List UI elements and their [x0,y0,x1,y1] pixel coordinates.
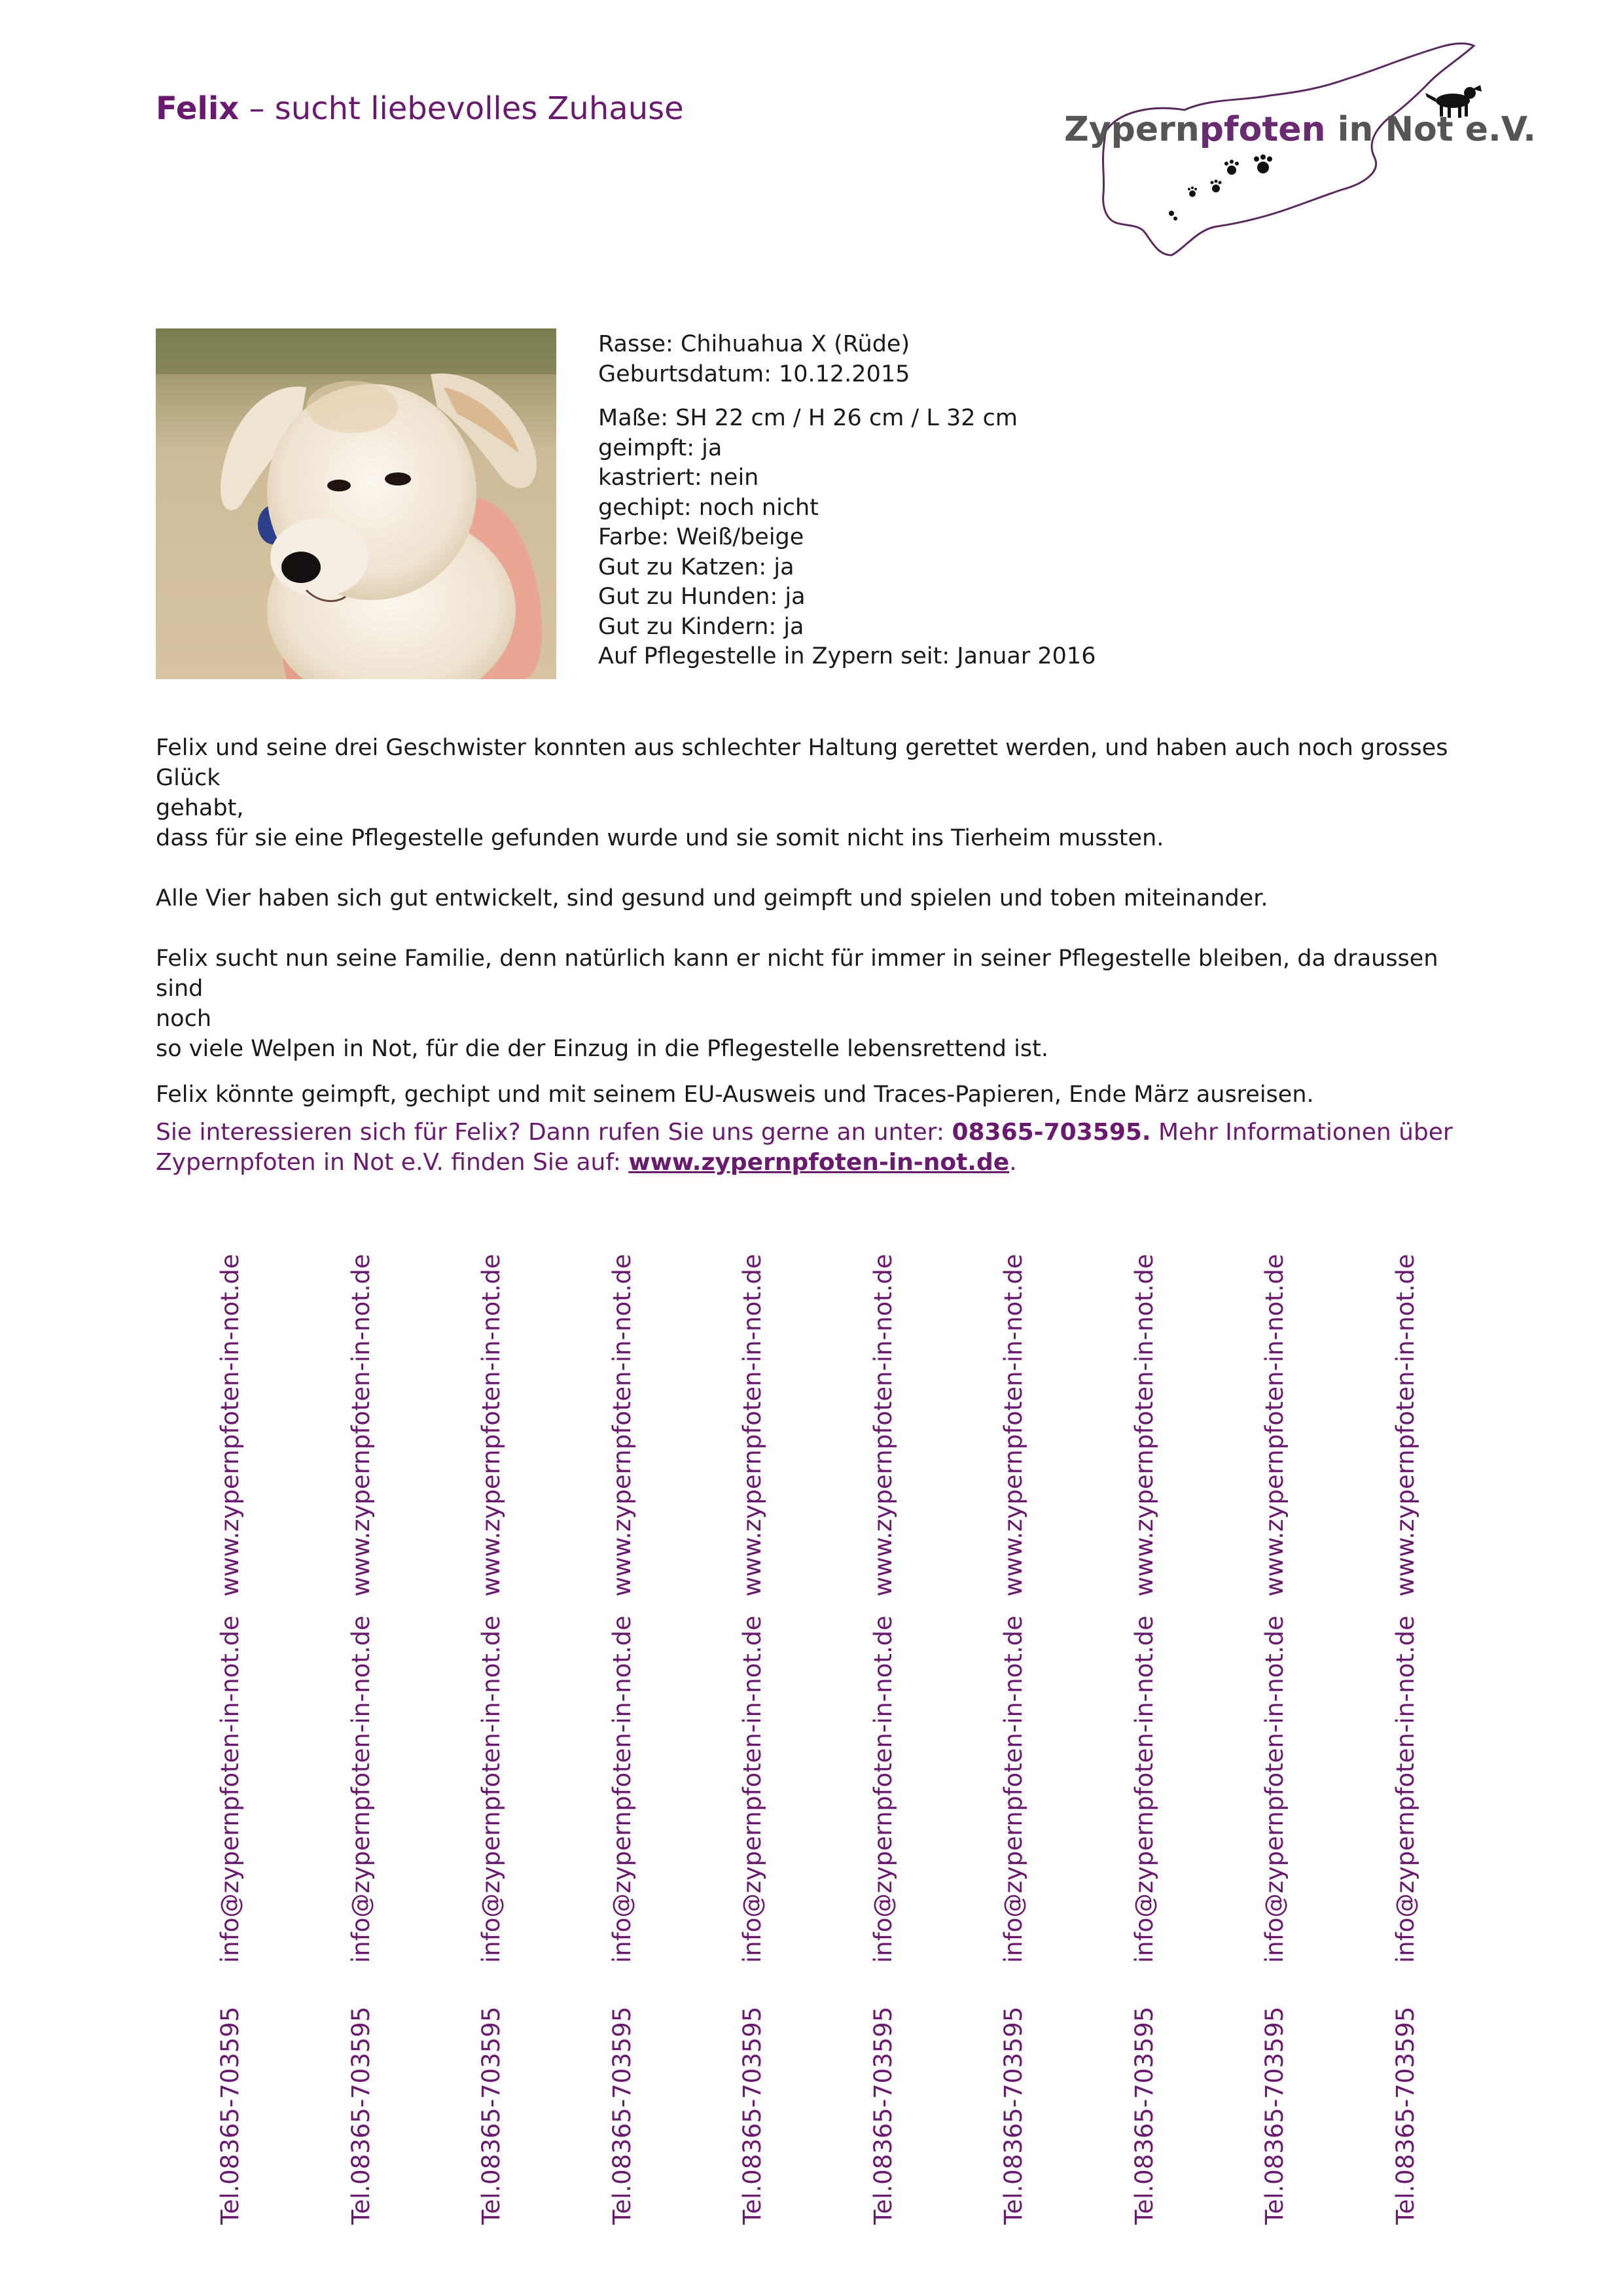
fact-geburtsdatum: Geburtsdatum: 10.12.2015 [598,361,910,387]
tab-phone: Tel.08365-703595 [607,2006,636,2225]
tab-phone: Tel.08365-703595 [738,2006,766,2225]
cyprus-map-icon [1047,33,1518,268]
contact-line2-lead: Zypernpfoten in Not e.V. finden Sie auf: [156,1149,629,1176]
contact-phone[interactable]: 08365-703595. [952,1119,1151,1146]
story-p2: Alle Vier haben sich gut entwickelt, sind gesund und geimpft und spielen und toben miteinander. [156,885,1268,911]
tab-website: www.zypernpfoten-in-not.de [607,1254,636,1597]
tear-off-tabs [0,1256,1623,2251]
tear-off-tab [216,1256,255,2251]
contact-end: . [1009,1149,1017,1176]
story-p4: Felix könnte geimpft, gechipt und mit seinem EU-Ausweis und Traces-Papieren, Ende März ausreisen. [156,1082,1314,1108]
story-p1-line3: dass für sie eine Pflegestelle gefunden wurde und sie somit nicht ins Tierheim mussten. [156,825,1164,851]
tab-email: info@zypernpfoten-in-not.de [346,1616,375,1963]
dog-facts [598,330,1096,672]
tab-email: info@zypernpfoten-in-not.de [868,1616,897,1963]
fact-gechipt: gechipt: noch nicht [598,494,819,521]
story-p1-line2: gehabt, [156,795,244,821]
tab-phone: Tel.08365-703595 [1130,2006,1158,2225]
logo-text [1064,110,1536,149]
tab-phone: Tel.08365-703595 [1391,2006,1419,2225]
tab-phone: Tel.08365-703595 [346,2006,375,2225]
tab-email: info@zypernpfoten-in-not.de [216,1616,244,1963]
fact-rasse: Rasse: Chihuahua X (Rüde) [598,331,910,357]
paw-prints-icon [1169,154,1272,221]
fact-katzen: Gut zu Katzen: ja [598,554,794,580]
tab-email: info@zypernpfoten-in-not.de [477,1616,505,1963]
organization-logo [1047,33,1537,268]
contact-info [156,1118,1465,1178]
tab-website: www.zypernpfoten-in-not.de [1260,1254,1289,1597]
tab-website: www.zypernpfoten-in-not.de [216,1254,244,1597]
story-text [156,733,1465,1110]
tab-website: www.zypernpfoten-in-not.de [1391,1254,1419,1597]
fact-kastriert: kastriert: nein [598,465,759,491]
tab-email: info@zypernpfoten-in-not.de [1260,1616,1289,1963]
tear-off-tab [999,1256,1039,2251]
fact-hunde: Gut zu Hunden: ja [598,584,806,610]
tab-email: info@zypernpfoten-in-not.de [1130,1616,1158,1963]
tab-email: info@zypernpfoten-in-not.de [1391,1616,1419,1963]
logo-text-part1: Zypernpfoten [1064,110,1326,149]
title-tagline: – sucht liebevolles Zuhause [239,90,684,127]
dog-name: Felix [156,90,240,127]
fact-masse: Maße: SH 22 cm / H 26 cm / L 32 cm [598,405,1018,431]
tab-phone: Tel.08365-703595 [477,2006,505,2225]
story-p3-line1: Felix sucht nun seine Familie, denn natürlich kann er nicht für immer in seiner Pflegestelle bleiben, da draussen sind [156,945,1438,1002]
tab-website: www.zypernpfoten-in-not.de [868,1254,897,1597]
page-title [156,90,684,127]
fact-geimpft: geimpft: ja [598,434,722,461]
tab-website: www.zypernpfoten-in-not.de [346,1254,375,1597]
website-link[interactable]: www.zypernpfoten-in-not.de [628,1149,1010,1176]
contact-mid: Mehr Informationen über [1150,1119,1453,1146]
tab-website: www.zypernpfoten-in-not.de [477,1254,505,1597]
logo-text-part2: in Not e.V. [1325,110,1537,149]
fact-farbe: Farbe: Weiß/beige [598,524,804,550]
story-p3-line2: noch [156,1006,212,1032]
tab-website: www.zypernpfoten-in-not.de [999,1254,1027,1597]
tear-off-tab [738,1256,777,2251]
tab-phone: Tel.08365-703595 [868,2006,897,2225]
fact-pflegestelle: Auf Pflegestelle in Zypern seit: Januar 2016 [598,643,1096,669]
tab-email: info@zypernpfoten-in-not.de [738,1616,766,1963]
story-p1-line1: Felix und seine drei Geschwister konnten aus schlechter Haltung gerettet werden, und haben auch noch grosses Glück [156,735,1448,791]
tear-off-tab [608,1256,647,2251]
puppy-photo [156,328,556,679]
tear-off-tab [1391,1256,1431,2251]
tear-off-tab [347,1256,386,2251]
tab-website: www.zypernpfoten-in-not.de [1130,1254,1158,1597]
tear-off-tab [1130,1256,1169,2251]
tab-email: info@zypernpfoten-in-not.de [999,1616,1027,1963]
fact-kinder: Gut zu Kindern: ja [598,613,804,640]
tear-off-tab [869,1256,908,2251]
tear-off-tab [477,1256,516,2251]
tab-email: info@zypernpfoten-in-not.de [607,1616,636,1963]
tab-website: www.zypernpfoten-in-not.de [738,1254,766,1597]
story-p3-line3: so viele Welpen in Not, für die der Einzug in die Pflegestelle lebensrettend ist. [156,1036,1048,1062]
contact-lead: Sie interessieren sich für Felix? Dann rufen Sie uns gerne an unter: [156,1119,952,1146]
tear-off-tab [1260,1256,1300,2251]
tab-phone: Tel.08365-703595 [999,2006,1027,2225]
tab-phone: Tel.08365-703595 [1260,2006,1289,2225]
tab-phone: Tel.08365-703595 [216,2006,244,2225]
